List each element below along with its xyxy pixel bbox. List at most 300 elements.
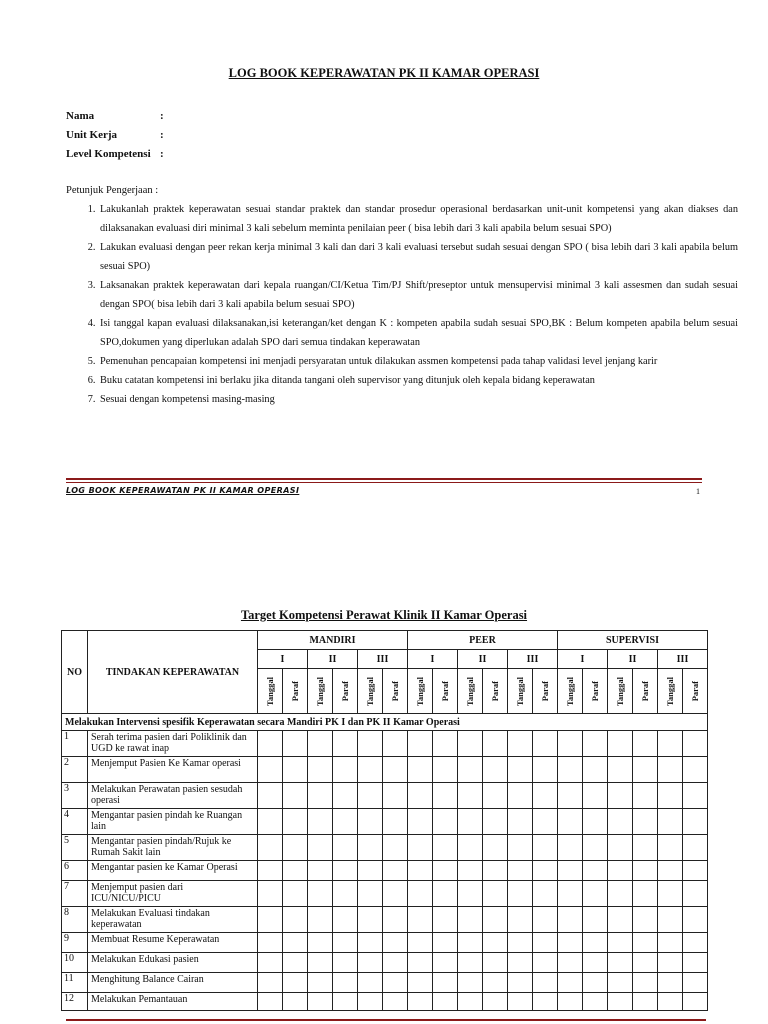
- row-action: Serah terima pasien dari Poliklinik dan UGD ke rawat inap: [88, 731, 258, 757]
- tanggal-label: Tanggal: [315, 676, 325, 706]
- tanggal-cell[interactable]: [508, 861, 533, 881]
- paraf-cell[interactable]: [683, 993, 708, 1011]
- paraf-cell[interactable]: [533, 783, 558, 809]
- paraf-label: Paraf: [290, 680, 300, 702]
- tanggal-cell[interactable]: [358, 881, 383, 907]
- tanggal-cell[interactable]: [258, 809, 283, 835]
- tanggal-cell[interactable]: [508, 757, 533, 783]
- paraf-cell[interactable]: [383, 835, 408, 861]
- paraf-cell[interactable]: [383, 933, 408, 953]
- paraf-cell[interactable]: [633, 783, 658, 809]
- row-number: 7: [62, 881, 88, 907]
- paraf-label: Paraf: [490, 680, 500, 702]
- tanggal-cell[interactable]: [358, 809, 383, 835]
- paraf-cell[interactable]: [333, 881, 358, 907]
- table-row: [62, 835, 708, 861]
- paraf-cell[interactable]: [683, 907, 708, 933]
- paraf-label: Paraf: [340, 680, 350, 702]
- paraf-cell[interactable]: [283, 973, 308, 993]
- tanggal-cell[interactable]: [308, 993, 333, 1011]
- tanggal-cell[interactable]: [608, 809, 633, 835]
- tanggal-label: Tanggal: [665, 676, 675, 706]
- tanggal-label: Tanggal: [515, 676, 525, 706]
- paraf-cell[interactable]: [483, 783, 508, 809]
- tanggal-cell[interactable]: [558, 933, 583, 953]
- tanggal-cell[interactable]: [408, 783, 433, 809]
- header-paraf: [383, 669, 408, 714]
- paraf-cell[interactable]: [483, 809, 508, 835]
- paraf-cell[interactable]: [483, 881, 508, 907]
- paraf-cell[interactable]: [383, 953, 408, 973]
- bottom-rule: [66, 1019, 706, 1021]
- tanggal-cell[interactable]: [358, 835, 383, 861]
- tanggal-cell[interactable]: [458, 835, 483, 861]
- tanggal-cell[interactable]: [358, 993, 383, 1011]
- tanggal-label: Tanggal: [615, 676, 625, 706]
- paraf-cell[interactable]: [533, 835, 558, 861]
- header-paraf: [533, 669, 558, 714]
- paraf-cell[interactable]: [283, 953, 308, 973]
- tanggal-cell[interactable]: [308, 881, 333, 907]
- tanggal-cell[interactable]: [608, 933, 633, 953]
- row-action: Menjemput pasien dari ICU/NICU/PICU: [88, 881, 258, 907]
- paraf-cell[interactable]: [433, 783, 458, 809]
- tanggal-cell[interactable]: [608, 731, 633, 757]
- paraf-cell[interactable]: [583, 907, 608, 933]
- paraf-cell[interactable]: [333, 731, 358, 757]
- paraf-cell[interactable]: [533, 993, 558, 1011]
- header-supervisi: SUPERVISI: [558, 631, 708, 650]
- paraf-cell[interactable]: [633, 933, 658, 953]
- tanggal-cell[interactable]: [608, 907, 633, 933]
- tanggal-cell[interactable]: [408, 861, 433, 881]
- tanggal-cell[interactable]: [508, 835, 533, 861]
- tanggal-cell[interactable]: [408, 933, 433, 953]
- paraf-cell[interactable]: [583, 953, 608, 973]
- paraf-cell[interactable]: [683, 757, 708, 783]
- tanggal-cell[interactable]: [508, 907, 533, 933]
- tanggal-cell[interactable]: [408, 881, 433, 907]
- paraf-cell[interactable]: [433, 835, 458, 861]
- paraf-cell[interactable]: [633, 835, 658, 861]
- tanggal-cell[interactable]: [258, 973, 283, 993]
- paraf-cell[interactable]: [383, 861, 408, 881]
- tanggal-cell[interactable]: [558, 757, 583, 783]
- tanggal-cell[interactable]: [558, 907, 583, 933]
- row-number: 3: [62, 783, 88, 809]
- tanggal-cell[interactable]: [658, 783, 683, 809]
- header-period: II: [458, 650, 508, 669]
- paraf-cell[interactable]: [533, 809, 558, 835]
- table-row: [62, 861, 708, 881]
- paraf-cell[interactable]: [633, 953, 658, 973]
- header-paraf: [283, 669, 308, 714]
- header-tanggal: [358, 669, 383, 714]
- header-tanggal: [458, 669, 483, 714]
- tanggal-cell[interactable]: [458, 731, 483, 757]
- paraf-cell[interactable]: [483, 731, 508, 757]
- tanggal-cell[interactable]: [508, 783, 533, 809]
- tanggal-cell[interactable]: [658, 973, 683, 993]
- tanggal-cell[interactable]: [408, 907, 433, 933]
- paraf-cell[interactable]: [333, 933, 358, 953]
- field-colon: :: [160, 148, 164, 160]
- tanggal-cell[interactable]: [658, 907, 683, 933]
- page-number: 1: [696, 487, 700, 496]
- paraf-cell[interactable]: [283, 881, 308, 907]
- tanggal-cell[interactable]: [308, 757, 333, 783]
- paraf-cell[interactable]: [383, 907, 408, 933]
- paraf-cell[interactable]: [683, 783, 708, 809]
- table-row: [62, 907, 708, 933]
- tanggal-cell[interactable]: [658, 835, 683, 861]
- paraf-cell[interactable]: [433, 731, 458, 757]
- row-number: 1: [62, 731, 88, 757]
- paraf-cell[interactable]: [633, 973, 658, 993]
- tanggal-label: Tanggal: [465, 676, 475, 706]
- header-no: NO: [62, 631, 88, 714]
- tanggal-cell[interactable]: [308, 809, 333, 835]
- header-period: III: [508, 650, 558, 669]
- tanggal-cell[interactable]: [558, 783, 583, 809]
- tanggal-cell[interactable]: [308, 933, 333, 953]
- paraf-cell[interactable]: [683, 731, 708, 757]
- paraf-cell[interactable]: [483, 933, 508, 953]
- row-action: Mengantar pasien pindah/Rujuk ke Rumah Sakit lain: [88, 835, 258, 861]
- header-peer: PEER: [408, 631, 558, 650]
- tanggal-cell[interactable]: [308, 861, 333, 881]
- header-tanggal: [508, 669, 533, 714]
- paraf-cell[interactable]: [433, 953, 458, 973]
- tanggal-cell[interactable]: [408, 809, 433, 835]
- tanggal-cell[interactable]: [508, 973, 533, 993]
- tanggal-cell[interactable]: [258, 861, 283, 881]
- instruction-item: 3. Laksanakan praktek keperawatan dari kepala ruangan/CI/Ketua Tim/PJ Shift/preseptor untuk mensupervisi minimal 3 kali assesmen dan sudah sesuai dengan SPO( bisa lebih dari 3 kali apabila belum sesuai SPO): [98, 276, 738, 314]
- tanggal-cell[interactable]: [508, 809, 533, 835]
- instruction-item: 4. Isi tanggal kapan evaluasi dilaksanakan,isi keterangan/ket dengan K : kompeten apabila sudah sesuai SPO,BK : Belum kompeten apabila belum sesuai SPO,dokumen yang diperlukan adalah SPO dari semua tindakan keperawatan: [98, 314, 738, 352]
- tanggal-cell[interactable]: [358, 953, 383, 973]
- paraf-label: Paraf: [640, 680, 650, 702]
- paraf-cell[interactable]: [583, 783, 608, 809]
- paraf-cell[interactable]: [333, 973, 358, 993]
- paraf-cell[interactable]: [283, 757, 308, 783]
- tanggal-cell[interactable]: [658, 861, 683, 881]
- tanggal-cell[interactable]: [508, 993, 533, 1011]
- tanggal-cell[interactable]: [658, 731, 683, 757]
- paraf-cell[interactable]: [533, 907, 558, 933]
- paraf-cell[interactable]: [483, 861, 508, 881]
- paraf-cell[interactable]: [433, 861, 458, 881]
- table-title: Target Kompetensi Perawat Klinik II Kamar Operasi: [240, 608, 528, 622]
- paraf-cell[interactable]: [483, 993, 508, 1011]
- tanggal-cell[interactable]: [558, 835, 583, 861]
- paraf-cell[interactable]: [333, 835, 358, 861]
- tanggal-label: Tanggal: [565, 676, 575, 706]
- tanggal-cell[interactable]: [658, 953, 683, 973]
- tanggal-label: Tanggal: [415, 676, 425, 706]
- paraf-cell[interactable]: [283, 861, 308, 881]
- tanggal-cell[interactable]: [408, 757, 433, 783]
- header-paraf: [433, 669, 458, 714]
- paraf-cell[interactable]: [383, 993, 408, 1011]
- paraf-cell[interactable]: [433, 881, 458, 907]
- paraf-cell[interactable]: [533, 861, 558, 881]
- paraf-cell[interactable]: [433, 809, 458, 835]
- table-row: [62, 933, 708, 953]
- instruction-item: 5. Pemenuhan pencapaian kompetensi ini menjadi persyaratan untuk dilakukan assmen kompetensi pada tahap validasi level jenjang karir: [98, 352, 738, 371]
- paraf-cell[interactable]: [683, 933, 708, 953]
- tanggal-cell[interactable]: [258, 933, 283, 953]
- tanggal-cell[interactable]: [258, 881, 283, 907]
- tanggal-cell[interactable]: [658, 933, 683, 953]
- tanggal-cell[interactable]: [408, 973, 433, 993]
- paraf-cell[interactable]: [283, 731, 308, 757]
- tanggal-cell[interactable]: [258, 757, 283, 783]
- table-row: [62, 783, 708, 809]
- paraf-cell[interactable]: [583, 881, 608, 907]
- tanggal-cell[interactable]: [308, 953, 333, 973]
- tanggal-cell[interactable]: [508, 953, 533, 973]
- paraf-cell[interactable]: [533, 953, 558, 973]
- tanggal-cell[interactable]: [458, 953, 483, 973]
- unit-field: [66, 129, 164, 141]
- paraf-cell[interactable]: [683, 861, 708, 881]
- paraf-cell[interactable]: [283, 933, 308, 953]
- instruction-item: 7. Sesuai dengan kompetensi masing-masing: [98, 390, 738, 409]
- tanggal-cell[interactable]: [558, 861, 583, 881]
- paraf-cell[interactable]: [633, 809, 658, 835]
- tanggal-cell[interactable]: [458, 881, 483, 907]
- paraf-label: Paraf: [440, 680, 450, 702]
- paraf-cell[interactable]: [583, 973, 608, 993]
- tanggal-cell[interactable]: [658, 993, 683, 1011]
- paraf-cell[interactable]: [433, 757, 458, 783]
- tanggal-cell[interactable]: [358, 933, 383, 953]
- tanggal-cell[interactable]: [358, 783, 383, 809]
- tanggal-cell[interactable]: [558, 953, 583, 973]
- tanggal-cell[interactable]: [608, 783, 633, 809]
- tanggal-cell[interactable]: [308, 783, 333, 809]
- tanggal-cell[interactable]: [258, 993, 283, 1011]
- footer-rule-thin: [66, 482, 702, 483]
- paraf-cell[interactable]: [583, 861, 608, 881]
- paraf-cell[interactable]: [433, 933, 458, 953]
- tanggal-cell[interactable]: [458, 783, 483, 809]
- section-title: Melakukan Intervensi spesifik Keperawatan secara Mandiri PK I dan PK II Kamar Operasi: [62, 714, 708, 731]
- instruction-item: 2. Lakukan evaluasi dengan peer rekan kerja minimal 3 kali dan dari 3 kali evaluasi tersebut sudah sesuai dengan SPO ( bisa lebih dari 3 kali apabila belum sesuai SPO): [98, 238, 738, 276]
- tanggal-cell[interactable]: [558, 881, 583, 907]
- tanggal-cell[interactable]: [458, 993, 483, 1011]
- header-period: III: [358, 650, 408, 669]
- field-colon: :: [160, 129, 164, 141]
- paraf-cell[interactable]: [333, 993, 358, 1011]
- footer-title: LOG BOOK KEPERAWATAN PK II KAMAR OPERASI: [66, 486, 300, 495]
- paraf-cell[interactable]: [633, 757, 658, 783]
- tanggal-cell[interactable]: [358, 973, 383, 993]
- row-number: 2: [62, 757, 88, 783]
- tanggal-cell[interactable]: [258, 953, 283, 973]
- tanggal-cell[interactable]: [408, 835, 433, 861]
- level-field: [66, 148, 164, 160]
- paraf-cell[interactable]: [383, 783, 408, 809]
- tanggal-cell[interactable]: [408, 953, 433, 973]
- paraf-cell[interactable]: [633, 861, 658, 881]
- paraf-cell[interactable]: [483, 757, 508, 783]
- tanggal-cell[interactable]: [558, 993, 583, 1011]
- tanggal-cell[interactable]: [408, 731, 433, 757]
- paraf-label: Paraf: [390, 680, 400, 702]
- paraf-label: Paraf: [540, 680, 550, 702]
- paraf-cell[interactable]: [683, 973, 708, 993]
- header-period: III: [658, 650, 708, 669]
- paraf-cell[interactable]: [583, 993, 608, 1011]
- tanggal-cell[interactable]: [358, 731, 383, 757]
- tanggal-cell[interactable]: [308, 835, 333, 861]
- paraf-cell[interactable]: [483, 907, 508, 933]
- header-tanggal: [258, 669, 283, 714]
- paraf-cell[interactable]: [333, 907, 358, 933]
- paraf-cell[interactable]: [633, 731, 658, 757]
- paraf-cell[interactable]: [333, 861, 358, 881]
- tanggal-cell[interactable]: [508, 881, 533, 907]
- paraf-cell[interactable]: [433, 973, 458, 993]
- paraf-cell[interactable]: [383, 757, 408, 783]
- name-field: [66, 110, 164, 122]
- tanggal-cell[interactable]: [458, 973, 483, 993]
- header-paraf: [583, 669, 608, 714]
- tanggal-cell[interactable]: [258, 731, 283, 757]
- header-paraf: [633, 669, 658, 714]
- row-action: Menjemput Pasien Ke Kamar operasi: [88, 757, 258, 783]
- paraf-cell[interactable]: [483, 835, 508, 861]
- paraf-cell[interactable]: [583, 757, 608, 783]
- header-period: II: [608, 650, 658, 669]
- tanggal-cell[interactable]: [358, 907, 383, 933]
- paraf-cell[interactable]: [283, 783, 308, 809]
- table-row: [62, 953, 708, 973]
- table-row: [62, 809, 708, 835]
- header-tanggal: [658, 669, 683, 714]
- instructions-heading: Petunjuk Pengerjaan :: [66, 185, 159, 196]
- tanggal-cell[interactable]: [608, 835, 633, 861]
- paraf-cell[interactable]: [283, 907, 308, 933]
- paraf-cell[interactable]: [283, 809, 308, 835]
- header-action: TINDAKAN KEPERAWATAN: [88, 631, 258, 714]
- paraf-cell[interactable]: [633, 881, 658, 907]
- tanggal-cell[interactable]: [458, 907, 483, 933]
- tanggal-cell[interactable]: [558, 809, 583, 835]
- tanggal-cell[interactable]: [658, 809, 683, 835]
- tanggal-cell[interactable]: [308, 907, 333, 933]
- paraf-cell[interactable]: [633, 907, 658, 933]
- row-number: 5: [62, 835, 88, 861]
- tanggal-cell[interactable]: [458, 933, 483, 953]
- instructions-list: [66, 200, 738, 409]
- tanggal-cell[interactable]: [608, 993, 633, 1011]
- paraf-cell[interactable]: [383, 809, 408, 835]
- row-action: Melakukan Evaluasi tindakan keperawatan: [88, 907, 258, 933]
- row-action: Melakukan Edukasi pasien: [88, 953, 258, 973]
- tanggal-cell[interactable]: [458, 809, 483, 835]
- paraf-cell[interactable]: [483, 973, 508, 993]
- paraf-cell[interactable]: [583, 835, 608, 861]
- paraf-cell[interactable]: [533, 973, 558, 993]
- tanggal-label: Tanggal: [365, 676, 375, 706]
- row-number: 12: [62, 993, 88, 1011]
- tanggal-cell[interactable]: [558, 973, 583, 993]
- paraf-cell[interactable]: [333, 783, 358, 809]
- tanggal-cell[interactable]: [258, 783, 283, 809]
- tanggal-cell[interactable]: [508, 933, 533, 953]
- header-period: I: [258, 650, 308, 669]
- paraf-cell[interactable]: [383, 973, 408, 993]
- tanggal-cell[interactable]: [608, 953, 633, 973]
- tanggal-cell[interactable]: [308, 973, 333, 993]
- table-row: [62, 993, 708, 1011]
- paraf-cell[interactable]: [583, 809, 608, 835]
- paraf-cell[interactable]: [333, 953, 358, 973]
- table-row: [62, 731, 708, 757]
- tanggal-cell[interactable]: [558, 731, 583, 757]
- tanggal-cell[interactable]: [608, 861, 633, 881]
- tanggal-cell[interactable]: [658, 881, 683, 907]
- paraf-cell[interactable]: [683, 809, 708, 835]
- field-label: Nama: [66, 110, 95, 122]
- field-label: Level Kompetensi: [66, 148, 151, 160]
- paraf-cell[interactable]: [533, 933, 558, 953]
- paraf-cell[interactable]: [683, 881, 708, 907]
- header-period: I: [408, 650, 458, 669]
- tanggal-cell[interactable]: [358, 757, 383, 783]
- tanggal-cell[interactable]: [508, 731, 533, 757]
- tanggal-cell[interactable]: [608, 881, 633, 907]
- competency-table: [61, 630, 708, 1011]
- paraf-cell[interactable]: [283, 835, 308, 861]
- paraf-cell[interactable]: [333, 757, 358, 783]
- paraf-cell[interactable]: [383, 731, 408, 757]
- table-row: [62, 881, 708, 907]
- paraf-cell[interactable]: [283, 993, 308, 1011]
- paraf-cell[interactable]: [683, 953, 708, 973]
- paraf-cell[interactable]: [583, 933, 608, 953]
- paraf-cell[interactable]: [433, 993, 458, 1011]
- paraf-cell[interactable]: [483, 953, 508, 973]
- paraf-cell[interactable]: [333, 809, 358, 835]
- tanggal-cell[interactable]: [258, 907, 283, 933]
- tanggal-cell[interactable]: [608, 973, 633, 993]
- tanggal-cell[interactable]: [408, 993, 433, 1011]
- tanggal-cell[interactable]: [458, 757, 483, 783]
- tanggal-cell[interactable]: [458, 861, 483, 881]
- header-paraf: [683, 669, 708, 714]
- row-action: Melakukan Pemantauan: [88, 993, 258, 1011]
- tanggal-cell[interactable]: [308, 731, 333, 757]
- paraf-cell[interactable]: [433, 907, 458, 933]
- paraf-cell[interactable]: [383, 881, 408, 907]
- paraf-cell[interactable]: [583, 731, 608, 757]
- header-tanggal: [408, 669, 433, 714]
- tanggal-cell[interactable]: [258, 835, 283, 861]
- header-mandiri: MANDIRI: [258, 631, 408, 650]
- paraf-cell[interactable]: [633, 993, 658, 1011]
- paraf-cell[interactable]: [533, 731, 558, 757]
- paraf-cell[interactable]: [533, 881, 558, 907]
- tanggal-cell[interactable]: [658, 757, 683, 783]
- tanggal-cell[interactable]: [358, 861, 383, 881]
- paraf-cell[interactable]: [533, 757, 558, 783]
- tanggal-cell[interactable]: [608, 757, 633, 783]
- paraf-cell[interactable]: [683, 835, 708, 861]
